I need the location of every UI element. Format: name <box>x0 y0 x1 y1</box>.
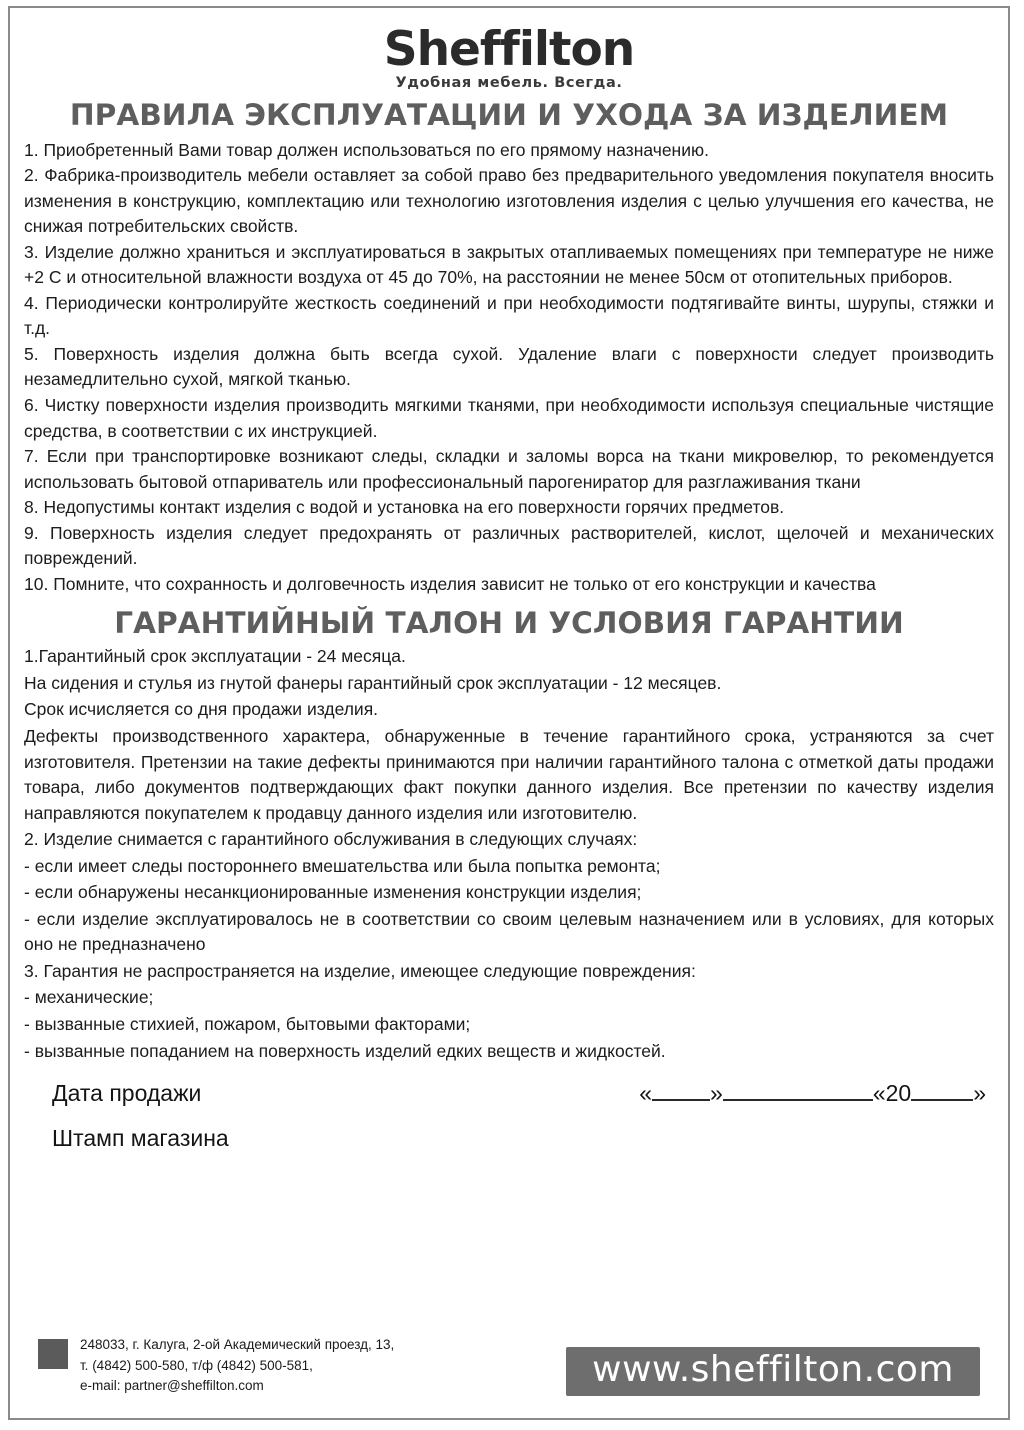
usage-rule-item: 2. Фабрика-производитель мебели оставляет за собой право без предварительного уведомления покупателя вносить изменения в конструкцию, комплектацию или технологию изготовления изделия с целью улучшения его качества, не снижая потребительских свойств. <box>24 165 994 237</box>
warranty-term-item: Срок исчисляется со дня продажи изделия. <box>24 699 379 720</box>
warranty-term-item: 2. Изделие снимается с гарантийного обслуживания в следующих случаях: <box>24 829 638 850</box>
brand-tagline: Удобная мебель. Всегда. <box>395 75 623 91</box>
warranty-term-item: 3. Гарантия не распространяется на изделие, имеющее следующие повреждения: <box>24 960 696 981</box>
year-prefix: «20 <box>872 1080 912 1107</box>
warranty-term-item: - если имеет следы постороннего вмешательства или была попытка ремонта; <box>24 855 661 876</box>
section-title-warranty: ГАРАНТИЙНЫЙ ТАЛОН И УСЛОВИЯ ГАРАНТИИ <box>114 606 904 641</box>
brand-name: Sheffilton <box>383 22 635 77</box>
usage-rule-item: 7. Если при транспортировке возникают следы, складки и заломы ворса на ткани микровелюр, то рекомендуется использовать бытовой отпариватель или профессиональный парогениратор для разглаживания ткани <box>24 446 994 492</box>
square-mark-icon <box>38 1339 68 1369</box>
warranty-term-item: Дефекты производственного характера, обнаруженные в течение гарантийного срока, устраняются за счет изготовителя. Претензии на такие дефекты принимаются при наличии гарантийного талона с отметкой даты продажи товара, либо документов подтверждающих факт покупки данного изделия. Все претензии по качеству изделия направляются покупателем к продавцу данного изделия или изготовителю. <box>24 725 994 823</box>
footer-contacts <box>38 1335 394 1396</box>
sale-date-row <box>24 1080 994 1107</box>
usage-rule-item: 1. Приобретенный Вами товар должен использоваться по его прямому назначению. <box>24 139 709 160</box>
footer-email[interactable]: e-mail: partner@sheffilton.com <box>80 1377 264 1393</box>
usage-rule-item: 10. Помните, что сохранность и долговечность изделия зависит не только от его конструкции и качества <box>24 573 876 594</box>
footer <box>38 1335 980 1396</box>
brand-logo <box>24 22 994 91</box>
sale-date-fields[interactable] <box>639 1080 986 1107</box>
document-page <box>8 6 1010 1420</box>
shop-stamp-label: Штамп магазина <box>52 1125 229 1152</box>
warranty-term-item: - вызванные попаданием на поверхность изделий едких веществ и жидкостей. <box>24 1040 666 1061</box>
warranty-term-item: - механические; <box>24 987 154 1008</box>
usage-rules-list <box>24 138 994 598</box>
usage-rule-item: 3. Изделие должно храниться и эксплуатироваться в закрытых отапливаемых помещениях при температуре не ниже +2 С и относительной влажности воздуха от 45 до 70%, на расстоянии не менее 50см от отопительных приборов. <box>24 241 994 288</box>
day-input-line[interactable] <box>652 1099 710 1101</box>
month-input-line[interactable] <box>723 1099 873 1101</box>
usage-rule-item: 8. Недопустимы контакт изделия с водой и установка на его поверхности горячих предметов. <box>24 497 785 518</box>
sale-date-label: Дата продажи <box>52 1080 202 1107</box>
quote-open: « <box>639 1080 653 1107</box>
footer-phones: т. (4842) 500-580, т/ф (4842) 500-581, <box>80 1357 313 1373</box>
year-input-line[interactable] <box>911 1099 973 1101</box>
usage-rule-item: 5. Поверхность изделия должна быть всегда сухой. Удаление влаги с поверхности следует производить незамедлительно сухой, мягкой тканью. <box>24 343 994 390</box>
usage-rule-item: 4. Периодически контролируйте жесткость соединений и при необходимости подтягивайте винты, шурупы, стяжки и т.д. <box>24 292 994 339</box>
warranty-term-item: - вызванные стихией, пожаром, бытовыми факторами; <box>24 1014 471 1034</box>
usage-rule-item: 6. Чистку поверхности изделия производить мягкими тканями, при необходимости используя специальные чистящие средства, в соответствии с их инструкцией. <box>24 394 994 441</box>
warranty-term-item: 1.Гарантийный срок эксплуатации - 24 месяца. <box>24 646 406 667</box>
website-url[interactable]: www.sheffilton.com <box>592 1349 954 1390</box>
warranty-term-item: На сидения и стулья из гнутой фанеры гарантийный срок эксплуатации - 12 месяцев. <box>24 672 722 693</box>
usage-rule-item: 9. Поверхность изделия следует предохранять от различных растворителей, кислот, щелочей и механических повреждений. <box>24 522 994 569</box>
footer-address: 248033, г. Калуга, 2-ой Академический проезд, 13, <box>80 1337 395 1353</box>
warranty-term-item: - если обнаружены несанкционированные изменения конструкции изделия; <box>24 882 642 903</box>
section-title-usage-rules: ПРАВИЛА ЭКСПЛУАТАЦИИ И УХОДА ЗА ИЗДЕЛИЕМ <box>69 97 949 132</box>
warranty-terms-list <box>24 644 994 1064</box>
year-suffix: » <box>973 1080 986 1107</box>
warranty-term-item: - если изделие эксплуатировалось не в соответствии со своим целевым назначением или в условиях, для которых оно не предназначено <box>24 908 994 955</box>
quote-close: » <box>710 1080 723 1107</box>
website-banner[interactable] <box>566 1347 980 1396</box>
